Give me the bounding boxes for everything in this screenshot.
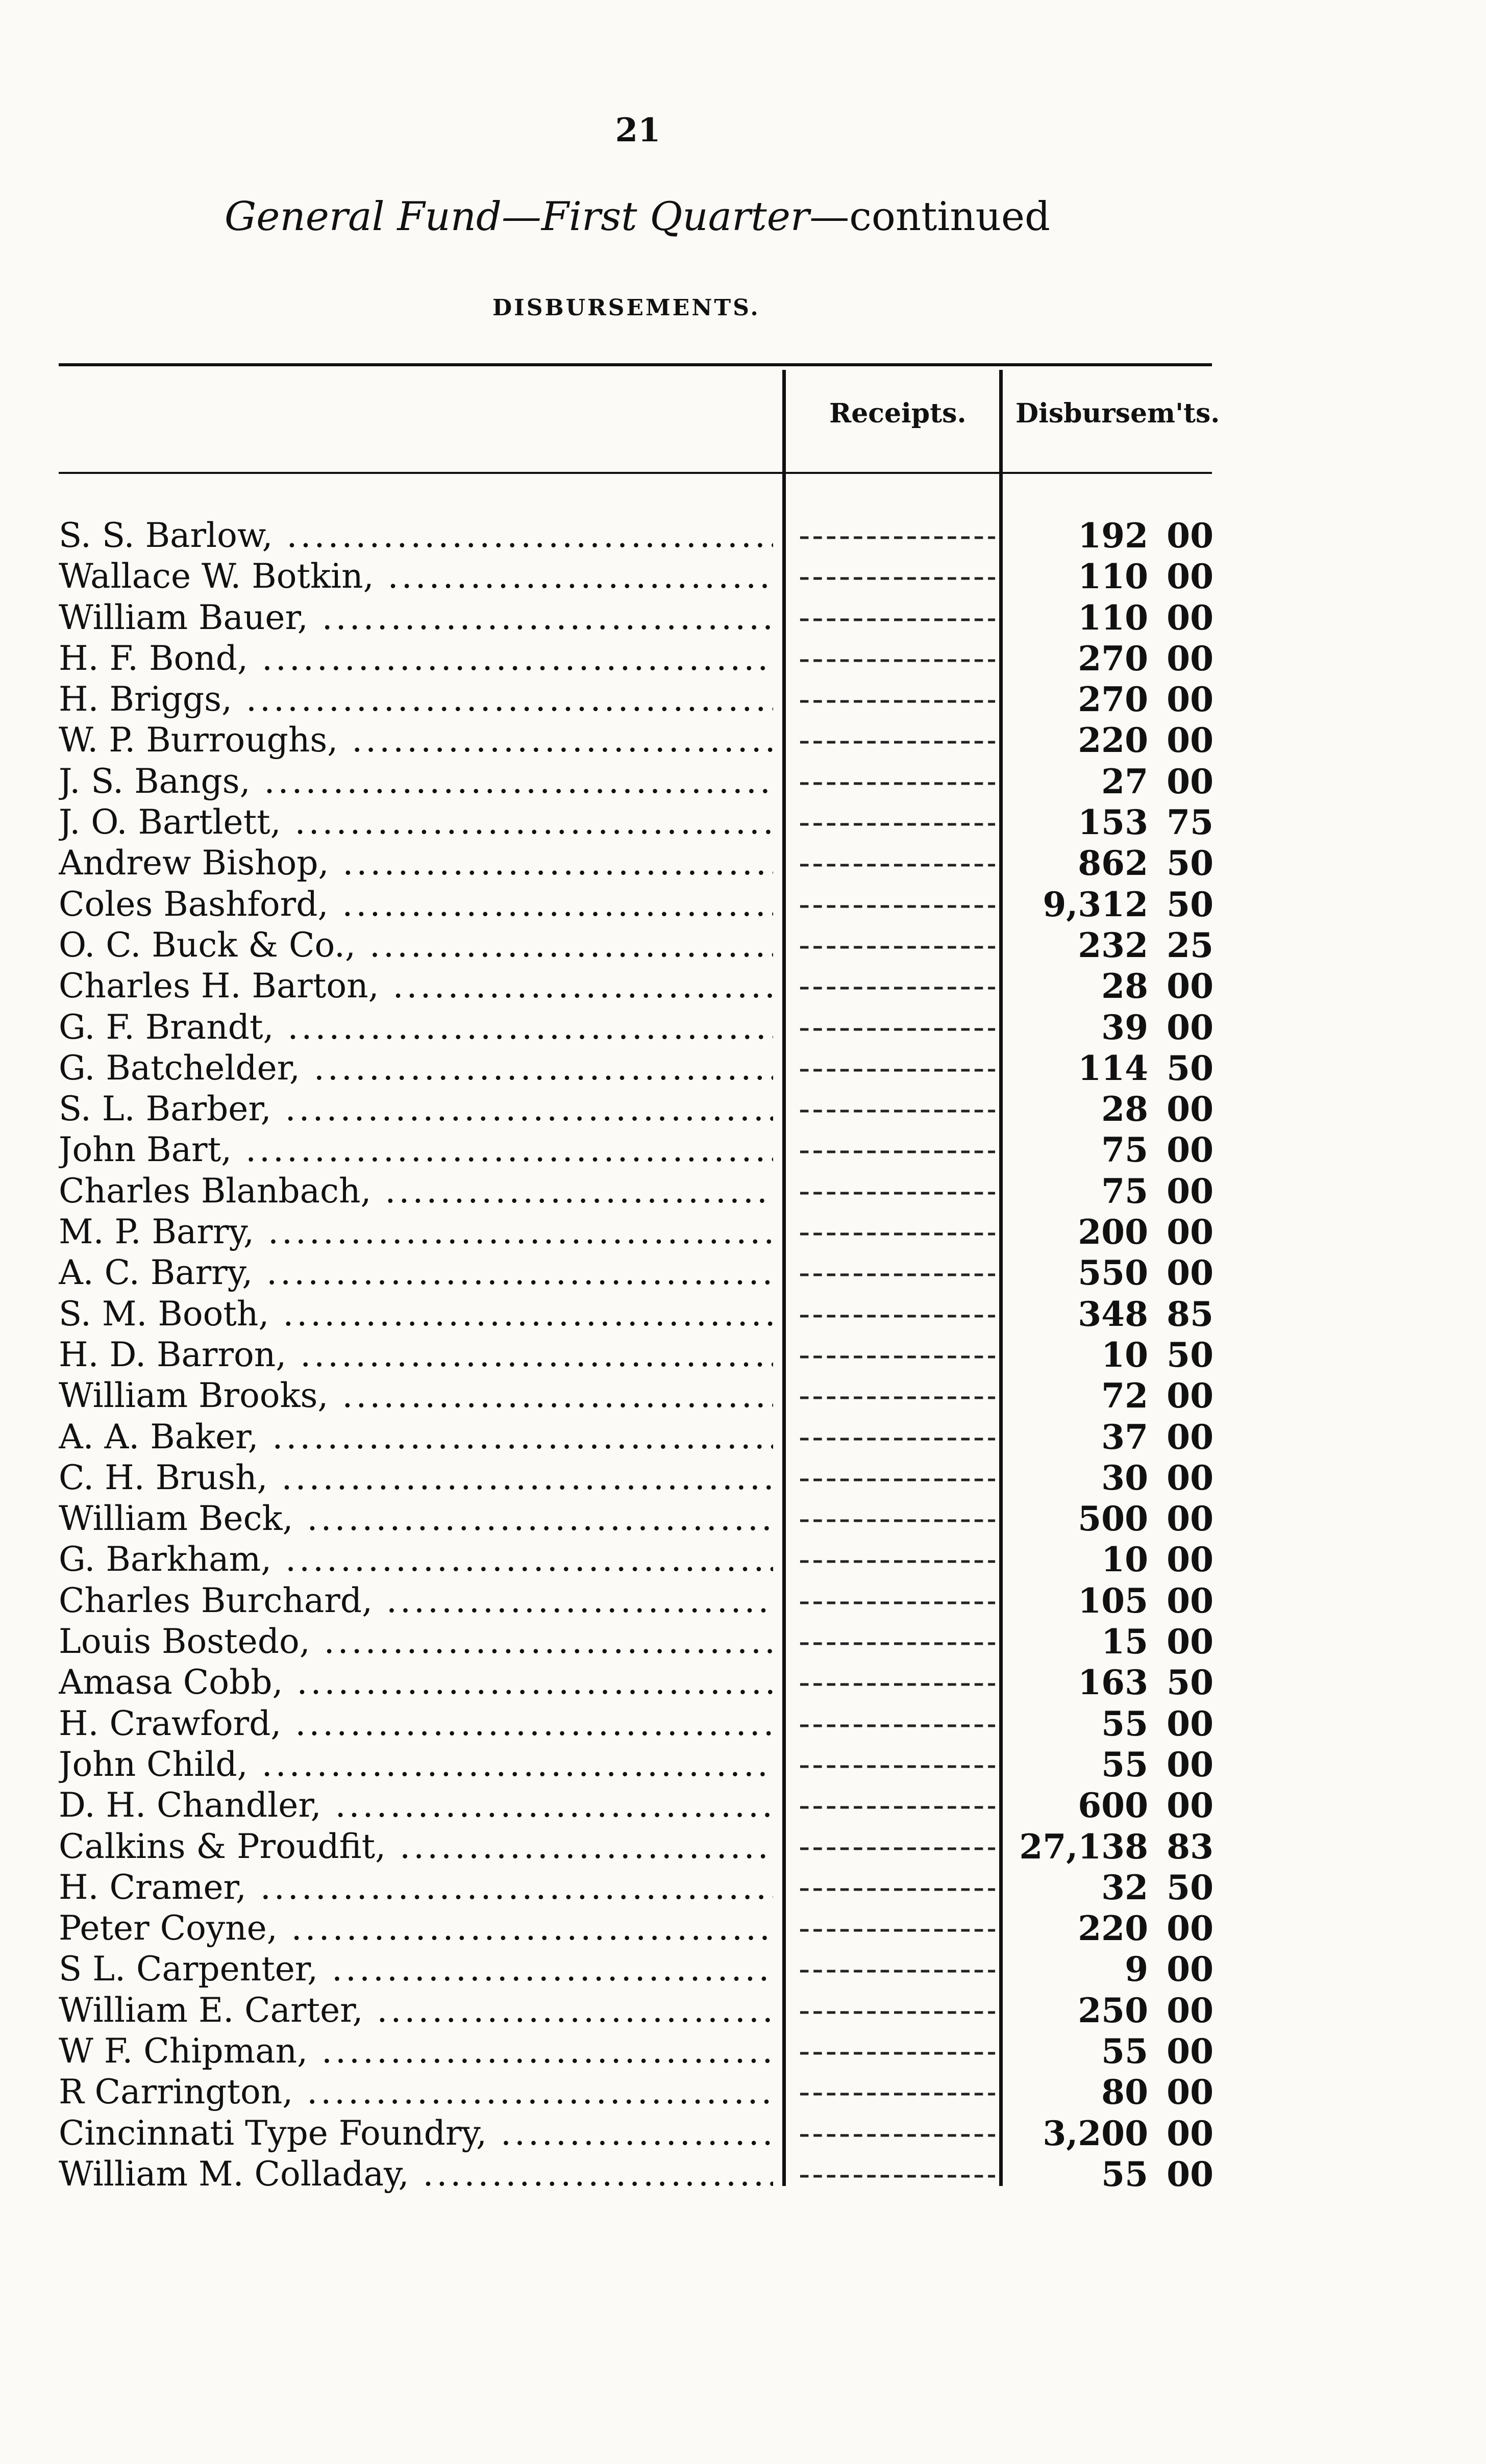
receipts-leader (799, 638, 995, 679)
amount-dollars: 862 (1078, 843, 1148, 884)
amount-cents: 00 (1167, 1376, 1213, 1416)
payee-name: C. H. Brush, ..... (59, 1457, 773, 1498)
receipts-leader (799, 1785, 995, 1826)
table-row (0, 1826, 1486, 1867)
receipts-leader (799, 1826, 995, 1867)
amount-dollars: 200 (1078, 1212, 1148, 1252)
table-row (0, 2113, 1486, 2154)
amount-dollars: 192 (1078, 516, 1148, 556)
amount-dollars: 55 (1101, 2154, 1148, 2194)
amount-cents: 00 (1167, 1253, 1213, 1293)
payee-name: Calkins & Proudfit, ..... (59, 1826, 773, 1867)
amount-cents: 00 (1167, 1130, 1213, 1170)
table-row (0, 1375, 1486, 1416)
receipts-leader (799, 1990, 995, 2031)
receipts-leader (799, 2072, 995, 2113)
receipts-leader (799, 1498, 995, 1539)
table-row (0, 1785, 1486, 1826)
amount-cents: 00 (1167, 1786, 1213, 1826)
amount-dollars: 28 (1101, 966, 1148, 1007)
amount-cents: 00 (1167, 2072, 1213, 2113)
amount-dollars: 270 (1078, 680, 1148, 720)
receipts-leader (799, 2154, 995, 2195)
receipts-leader (799, 1007, 995, 1048)
amount-cents: 00 (1167, 1703, 1213, 1744)
receipts-leader (799, 2031, 995, 2072)
amount-cents: 00 (1167, 1622, 1213, 1662)
table-row (0, 843, 1486, 884)
payee-name: Charles Blanbach, ..... (59, 1171, 773, 1212)
table-row (0, 1539, 1486, 1580)
table-row (0, 679, 1486, 720)
table-row (0, 1867, 1486, 1908)
receipts-leader (799, 1744, 995, 1785)
table-row (0, 1212, 1486, 1252)
table-row (0, 2072, 1486, 2113)
payee-name: Amasa Cobb, ..... (59, 1662, 773, 1703)
receipts-leader (799, 1048, 995, 1089)
receipts-leader (799, 1908, 995, 1949)
table-row (0, 1580, 1486, 1621)
amount-dollars: 10 (1101, 1335, 1148, 1375)
amount-cents: 00 (1167, 1499, 1213, 1539)
payee-name: H. Crawford, ..... (59, 1703, 773, 1744)
amount-dollars: 220 (1078, 1908, 1148, 1949)
payee-name: S. S. Barlow, ..... (59, 515, 773, 556)
payee-name: G. Batchelder, ..... (59, 1048, 773, 1089)
table-row (0, 966, 1486, 1007)
amount-dollars: 3,200 (1043, 2113, 1148, 2153)
amount-cents: 00 (1167, 2031, 1213, 2071)
amount-dollars: 15 (1101, 1622, 1148, 1662)
amount-cents: 00 (1167, 557, 1213, 597)
amount-dollars: 39 (1101, 1007, 1148, 1047)
receipts-leader (799, 843, 995, 884)
table-row (0, 1744, 1486, 1785)
receipts-leader (799, 1580, 995, 1621)
receipts-leader (799, 1171, 995, 1212)
amount-cents: 00 (1167, 1089, 1213, 1129)
amount-dollars: 600 (1078, 1786, 1148, 1826)
payee-name: Charles H. Barton, ..... (59, 966, 773, 1007)
amount-dollars: 55 (1101, 1744, 1148, 1784)
payee-name: R Carrington, ..... (59, 2072, 773, 2113)
page-title-italic: General Fund—First Quarter (225, 194, 810, 240)
amount-cents: 00 (1167, 720, 1213, 761)
table-row (0, 638, 1486, 679)
table-row (0, 1129, 1486, 1170)
amount-dollars: 72 (1101, 1376, 1148, 1416)
amount-dollars: 163 (1078, 1663, 1148, 1703)
table-row (0, 802, 1486, 843)
table-row (0, 2154, 1486, 2195)
receipts-leader (799, 1703, 995, 1744)
amount-cents: 00 (1167, 1007, 1213, 1047)
amount-dollars: 105 (1078, 1580, 1148, 1621)
payee-name: William M. Colladay, ..... (59, 2154, 773, 2195)
receipts-leader (799, 1335, 995, 1375)
receipts-leader (799, 1457, 995, 1498)
table-row (0, 1048, 1486, 1089)
section-heading: DISBURSEMENTS. (492, 295, 760, 321)
amount-cents: 00 (1167, 1990, 1213, 2030)
receipts-leader (799, 925, 995, 966)
receipts-leader (799, 1662, 995, 1703)
receipts-leader (799, 1621, 995, 1662)
payee-name: M. P. Barry, ..... (59, 1212, 773, 1252)
table-row (0, 1089, 1486, 1129)
amount-dollars: 550 (1078, 1253, 1148, 1293)
payee-name: William Beck, ..... (59, 1498, 773, 1539)
disbursements-column-header: Disbursem'ts. (1016, 398, 1220, 429)
amount-dollars: 250 (1078, 1990, 1148, 2030)
payee-name: S L. Carpenter, ..... (59, 1949, 773, 1990)
amount-cents: 50 (1167, 843, 1213, 884)
amount-dollars: 348 (1078, 1294, 1148, 1334)
amount-dollars: 10 (1101, 1540, 1148, 1580)
amount-dollars: 55 (1101, 2031, 1148, 2071)
page-title-continued: —continued (809, 194, 1050, 240)
table-row (0, 1621, 1486, 1662)
payee-name: W. P. Burroughs, ..... (59, 720, 773, 761)
amount-dollars: 500 (1078, 1499, 1148, 1539)
amount-dollars: 110 (1078, 597, 1148, 638)
payee-name: John Bart, ..... (59, 1129, 773, 1170)
payee-name: H. D. Barron, ..... (59, 1335, 773, 1375)
table-row (0, 1949, 1486, 1990)
payee-name: Cincinnati Type Foundry, ..... (59, 2113, 773, 2154)
receipts-leader (799, 1294, 995, 1335)
disbursement-rows (0, 515, 1486, 2195)
page-number: 21 (615, 111, 661, 149)
payee-name: G. F. Brandt, ..... (59, 1007, 773, 1048)
receipts-leader (799, 2113, 995, 2154)
table-row (0, 1252, 1486, 1293)
amount-cents: 00 (1167, 2113, 1213, 2153)
amount-cents: 00 (1167, 1171, 1213, 1211)
table-row (0, 1498, 1486, 1539)
receipts-leader (799, 884, 995, 925)
payee-name: William Bauer, ..... (59, 597, 773, 638)
amount-cents: 00 (1167, 966, 1213, 1007)
payee-name: A. A. Baker, ..... (59, 1417, 773, 1457)
amount-cents: 00 (1167, 1580, 1213, 1621)
receipts-leader (799, 1867, 995, 1908)
amount-cents: 00 (1167, 597, 1213, 638)
amount-cents: 00 (1167, 1908, 1213, 1949)
receipts-column-header: Receipts. (829, 398, 967, 429)
amount-dollars: 110 (1078, 557, 1148, 597)
payee-name: H. Briggs, ..... (59, 679, 773, 720)
receipts-leader (799, 515, 995, 556)
header-bottom-rule (59, 472, 1212, 474)
payee-name: O. C. Buck & Co., ..... (59, 925, 773, 966)
receipts-leader (799, 1089, 995, 1129)
payee-name: J. O. Bartlett, ..... (59, 802, 773, 843)
amount-dollars: 28 (1101, 1089, 1148, 1129)
table-row (0, 1457, 1486, 1498)
payee-name: S. L. Barber, ..... (59, 1089, 773, 1129)
payee-name: S. M. Booth, ..... (59, 1294, 773, 1335)
amount-cents: 00 (1167, 1457, 1213, 1498)
table-top-rule (59, 363, 1212, 366)
payee-name: W F. Chipman, ..... (59, 2031, 773, 2072)
table-row (0, 884, 1486, 925)
table-row (0, 1990, 1486, 2031)
table-row (0, 925, 1486, 966)
amount-cents: 00 (1167, 1540, 1213, 1580)
receipts-leader (799, 761, 995, 802)
receipts-leader (799, 1539, 995, 1580)
receipts-leader (799, 1129, 995, 1170)
amount-dollars: 114 (1078, 1048, 1148, 1088)
amount-cents: 00 (1167, 680, 1213, 720)
receipts-leader (799, 966, 995, 1007)
amount-dollars: 27 (1101, 761, 1148, 801)
amount-cents: 50 (1167, 1867, 1213, 1907)
receipts-leader (799, 556, 995, 597)
amount-dollars: 75 (1101, 1171, 1148, 1211)
table-row (0, 1294, 1486, 1335)
receipts-leader (799, 1212, 995, 1252)
amount-dollars: 9 (1125, 1949, 1148, 1990)
payee-name: J. S. Bangs, ..... (59, 761, 773, 802)
amount-cents: 83 (1167, 1826, 1213, 1867)
amount-dollars: 153 (1078, 802, 1148, 843)
table-row (0, 1007, 1486, 1048)
table-row (0, 556, 1486, 597)
amount-dollars: 270 (1078, 638, 1148, 678)
payee-name: Charles Burchard, ..... (59, 1580, 773, 1621)
receipts-leader (799, 597, 995, 638)
amount-dollars: 27,138 (1019, 1826, 1148, 1867)
amount-dollars: 220 (1078, 720, 1148, 761)
table-row (0, 1335, 1486, 1375)
amount-dollars: 37 (1101, 1417, 1148, 1457)
amount-cents: 50 (1167, 1335, 1213, 1375)
amount-cents: 85 (1167, 1294, 1213, 1334)
amount-dollars: 80 (1101, 2072, 1148, 2113)
amount-cents: 00 (1167, 1949, 1213, 1990)
amount-cents: 00 (1167, 2154, 1213, 2194)
amount-cents: 00 (1167, 1212, 1213, 1252)
payee-name: H. F. Bond, ..... (59, 638, 773, 679)
table-row (0, 515, 1486, 556)
amount-cents: 75 (1167, 802, 1213, 843)
table-row (0, 1908, 1486, 1949)
table-row (0, 1171, 1486, 1212)
receipts-leader (799, 802, 995, 843)
payee-name: John Child, ..... (59, 1744, 773, 1785)
table-row (0, 2031, 1486, 2072)
payee-name: A. C. Barry, ..... (59, 1252, 773, 1293)
payee-name: William Brooks, ..... (59, 1375, 773, 1416)
amount-dollars: 232 (1078, 925, 1148, 965)
receipts-leader (799, 679, 995, 720)
amount-cents: 25 (1167, 925, 1213, 965)
amount-dollars: 55 (1101, 1703, 1148, 1744)
table-row (0, 597, 1486, 638)
amount-cents: 00 (1167, 638, 1213, 678)
page-title (225, 194, 1092, 240)
amount-dollars: 75 (1101, 1130, 1148, 1170)
receipts-leader (799, 720, 995, 761)
amount-cents: 50 (1167, 1048, 1213, 1088)
table-row (0, 1662, 1486, 1703)
payee-name: Wallace W. Botkin, ..... (59, 556, 773, 597)
payee-name: D. H. Chandler, ..... (59, 1785, 773, 1826)
table-row (0, 1417, 1486, 1457)
receipts-leader (799, 1949, 995, 1990)
payee-name: Coles Bashford, ..... (59, 884, 773, 925)
table-row (0, 1703, 1486, 1744)
amount-cents: 00 (1167, 1744, 1213, 1784)
amount-cents: 50 (1167, 884, 1213, 924)
receipts-leader (799, 1375, 995, 1416)
amount-cents: 00 (1167, 1417, 1213, 1457)
amount-dollars: 32 (1101, 1867, 1148, 1907)
table-row (0, 720, 1486, 761)
receipts-leader (799, 1252, 995, 1293)
payee-name: H. Cramer, ..... (59, 1867, 773, 1908)
table-row (0, 761, 1486, 802)
payee-name: Andrew Bishop, ..... (59, 843, 773, 884)
payee-name: Peter Coyne, ..... (59, 1908, 773, 1949)
receipts-leader (799, 1417, 995, 1457)
payee-name: William E. Carter, ..... (59, 1990, 773, 2031)
amount-cents: 50 (1167, 1663, 1213, 1703)
payee-name: Louis Bostedo, ..... (59, 1621, 773, 1662)
amount-cents: 00 (1167, 516, 1213, 556)
amount-cents: 00 (1167, 761, 1213, 801)
amount-dollars: 9,312 (1043, 884, 1148, 924)
payee-name: G. Barkham, ..... (59, 1539, 773, 1580)
amount-dollars: 30 (1101, 1457, 1148, 1498)
